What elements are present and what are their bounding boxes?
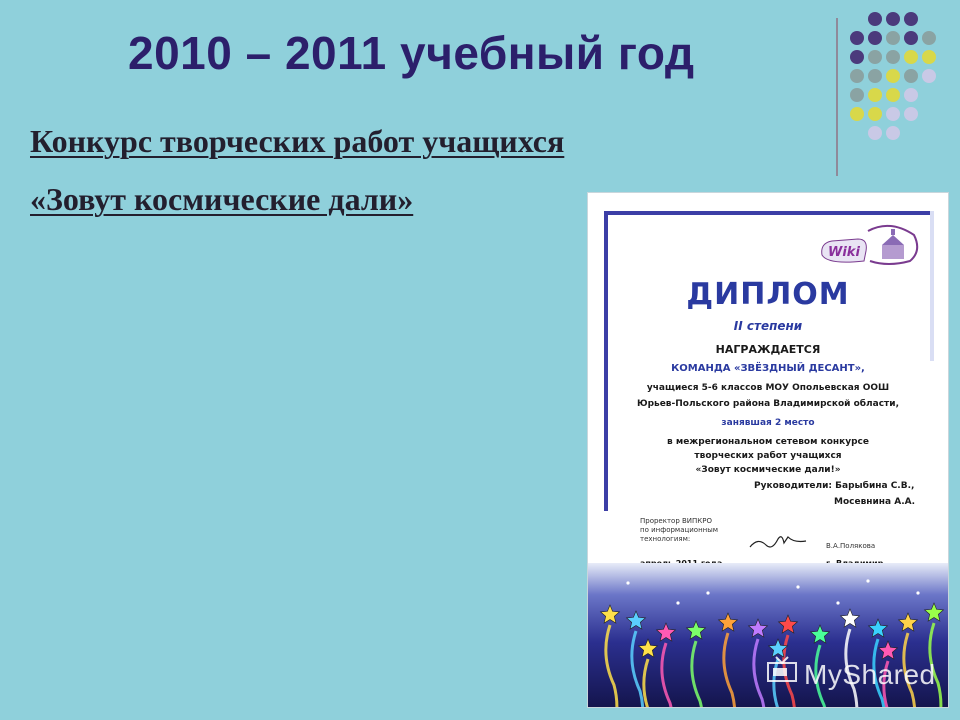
decorative-dot xyxy=(850,50,864,64)
diploma-awarded: НАГРАЖДАЕТСЯ xyxy=(715,343,821,356)
streamer xyxy=(692,641,703,707)
streamer xyxy=(632,631,643,707)
decorative-dot xyxy=(886,88,900,102)
diploma-line-4: творческих работ учащихся xyxy=(694,451,842,461)
sparkle xyxy=(866,579,869,582)
decorative-dot xyxy=(886,69,900,83)
decorative-dot xyxy=(850,88,864,102)
decorative-dot xyxy=(850,69,864,83)
decorative-dot xyxy=(904,12,918,26)
contest-title-line-2: «Зовут космические дали» xyxy=(30,181,414,217)
sparkle xyxy=(916,591,919,594)
star-icon xyxy=(639,639,658,657)
decorative-dot xyxy=(868,126,882,140)
star-icon xyxy=(879,641,898,659)
star-icon xyxy=(925,603,944,621)
sparkle xyxy=(706,591,709,594)
star-icon xyxy=(779,615,798,633)
sparkle xyxy=(626,581,629,584)
contest-title-line-1: Конкурс творческих работ учащихся xyxy=(30,123,565,159)
star-icon xyxy=(811,625,830,643)
decorative-dot xyxy=(850,107,864,121)
decorative-dot xyxy=(886,126,900,140)
decorative-dot xyxy=(922,69,936,83)
streamer xyxy=(606,625,617,707)
decorative-dot xyxy=(850,31,864,45)
watermark-text: MyShared xyxy=(804,659,936,690)
star-icon xyxy=(687,621,706,639)
wiki-logo xyxy=(818,221,928,271)
star-icon xyxy=(601,605,620,623)
watermark-icon xyxy=(766,655,800,685)
diploma-line-5: «Зовут космические дали!» xyxy=(695,465,841,475)
star-icon xyxy=(719,613,738,631)
diploma-frame-top xyxy=(604,211,934,215)
signature xyxy=(748,529,808,553)
signer-title-1: Проректор ВИПКРО xyxy=(640,517,712,525)
diploma-place: занявшая 2 место xyxy=(721,418,815,428)
star-icon xyxy=(627,611,646,629)
decorative-dot xyxy=(904,88,918,102)
diploma-title: ДИПЛОМ xyxy=(686,277,850,312)
star-icon xyxy=(869,619,888,637)
signer-title-3: технологиям: xyxy=(640,535,691,543)
diploma-line-3: в межрегиональном сетевом конкурсе xyxy=(667,437,869,447)
decorative-dot xyxy=(886,31,900,45)
streamer xyxy=(754,639,765,707)
diploma-leaders-second: Мосевнина А.А. xyxy=(834,497,915,507)
decorative-dot-grid xyxy=(850,12,950,152)
decorative-dot xyxy=(868,12,882,26)
streamer xyxy=(644,659,655,707)
decorative-divider xyxy=(836,18,838,176)
diploma-image xyxy=(588,193,948,707)
sparkle xyxy=(676,601,679,604)
sparkle xyxy=(836,601,839,604)
slide-title: 2010 – 2011 учебный год xyxy=(128,27,695,79)
diploma-line-2: Юрьев-Польского района Владимирской области, xyxy=(637,399,899,409)
decorative-dot xyxy=(886,12,900,26)
diploma-leaders: Руководители: Барыбина С.В., xyxy=(754,481,915,491)
decorative-dot xyxy=(868,88,882,102)
streamer xyxy=(724,633,735,707)
star-icon xyxy=(749,619,768,637)
decorative-dot xyxy=(904,31,918,45)
decorative-dot xyxy=(904,107,918,121)
decorative-dot xyxy=(868,107,882,121)
star-icon xyxy=(841,609,860,627)
decorative-dot xyxy=(868,31,882,45)
signer-title-2: по информационным xyxy=(640,526,719,534)
sparkle xyxy=(796,585,799,588)
star-icon xyxy=(657,623,676,641)
wiki-logo-text: Wiki xyxy=(828,245,860,260)
diploma-degree: II степени xyxy=(733,319,803,333)
diploma-line-1: учащиеся 5-6 классов МОУ Опольевская ООШ xyxy=(646,383,890,393)
diploma-team: КОМАНДА «ЗВЁЗДНЫЙ ДЕСАНТ», xyxy=(671,363,865,374)
star-icon xyxy=(899,613,918,631)
decorative-dot xyxy=(868,50,882,64)
decorative-dot xyxy=(904,50,918,64)
decorative-dot xyxy=(868,69,882,83)
streamer xyxy=(662,643,673,707)
decorative-dot xyxy=(886,50,900,64)
decorative-dot xyxy=(922,50,936,64)
decorative-dot xyxy=(922,31,936,45)
decorative-dot xyxy=(886,107,900,121)
signer-name: В.А.Полякова xyxy=(826,542,876,550)
decorative-dot xyxy=(904,69,918,83)
